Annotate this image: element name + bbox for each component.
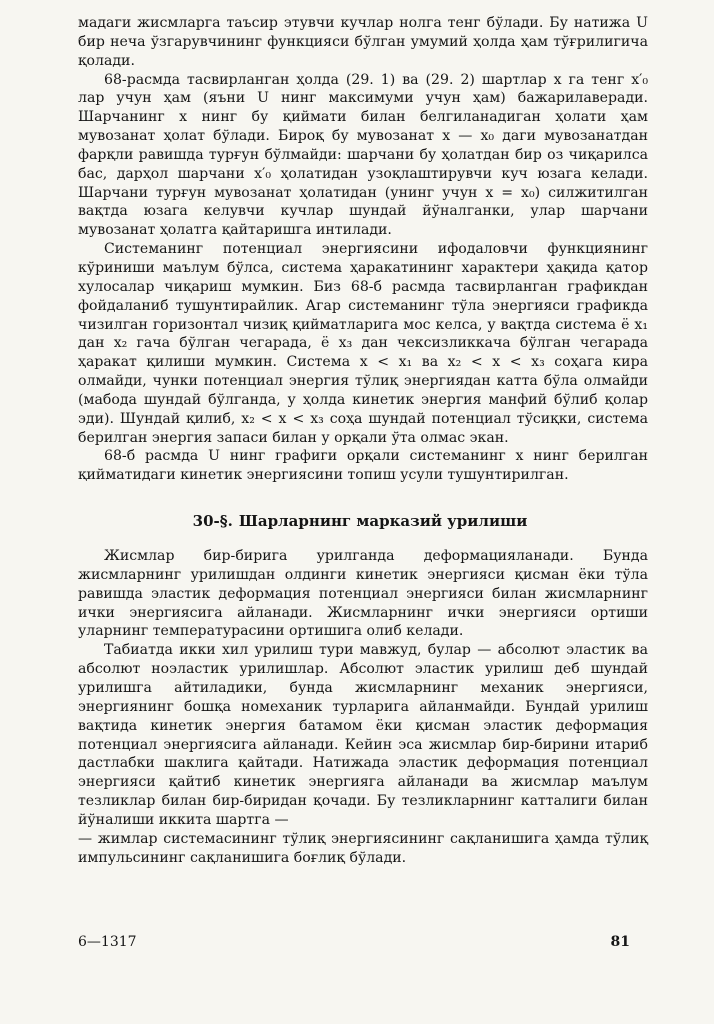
paragraph: Системанинг потенциал энергиясини ифодаловчи функциянинг кўриниши маълум бўлса, система ҳаракатининг характери ҳақида қатор хулосалар чиқариш мумкин. Биз 68-б расмда тасвирланган графикдан фойдаланиб тушунтирайлик. Агар системанинг тўла энергияси графикда чизилган горизонтал чизиқ қийматларига мос келса, у вақтда система ё x₁ дан x₂ гача бўлган чегарада, ё x₃ дан чексизликкача бўлган чегарада ҳаракат қилиши мумкин. Система x < x₁ ва x₂ < x < x₃ соҳага кира олмайди, чунки потенциал энергия тўлиқ энергиядан катта бўла олмайди (мабода шундай бўлганда, у ҳолда кинетик энергия манфий бўлиб қолар эди). Шундай қилиб, x₂ < x < x₃ соҳа шундай потенциал тўсиқки, система берилган энергия запаси билан у орқали ўта олмас экан.: [78, 241, 648, 446]
printer-signature: 6—1317: [78, 934, 137, 950]
page-footer: [78, 934, 630, 950]
paragraph: Табиатда икки хил урилиш тури мавжуд, булар — абсолют эластик ва абсолют ноэластик урилишлар. Абсолют эластик урилиш деб шундай урилишга айтиладики, бунда жисмларнинг механик энергияси, энергиянинг бошқа номеханик турларига айланмайди. Бундай урилиш вақтида кинетик энергия батамом ёки қисман эластик деформация потенциал энергиясига айланади. Кейин эса жисмлар бир-бирини итариб дастлабки шаклига қайтади. Натижада эластик деформация потенциал энергияси қайтиб кинетик энергияга айланади ва жисмлар маълум тезликлар билан бир-биридан қочади. Бу тезликларнинг катталиги билан йўналиши иккита шартга —: [78, 642, 648, 828]
paragraph: 68-б расмда U нинг графиги орқали системанинг x нинг берилган қийматидаги кинетик энергиясини топиш усули тушунтирилган.: [78, 448, 648, 484]
text-block-top: [78, 14, 648, 485]
page-number: 81: [610, 934, 630, 950]
paragraph: — жимлар системасининг тўлиқ энергиясининг сақланишига ҳамда тўлиқ импульсининг сақланишига боғлиқ бўлади.: [78, 830, 648, 866]
paragraph: 68-расмда тасвирланган ҳолда (29. 1) ва (29. 2) шартлар x га тенг x′₀ лар учун ҳам (яъни U нинг максимуми учун ҳам) бажарилаверади. Шарчанинг x нинг бу қиймати билан белгиланадиган ҳолати ҳам мувозанат ҳолат бўлади. Бироқ бу мувозанат x — x₀ даги мувозанатдан фарқли равишда турғун бўлмайди: шарчани бу ҳолатдан бир оз чиқарилса бас, дарҳол шарчани x′₀ ҳолатидан узоқлаштирувчи куч юзага келади. Шарчани турғун мувозанат ҳолатидан (унинг учун x = x₀) силжитилган вақтда юзага келувчи кучлар шундай йўналганки, улар шарчани мувозанат ҳолатга қайтаришга интилади.: [78, 71, 648, 239]
section-number: 30-§.: [192, 512, 233, 531]
paragraph: Жисмлар бир-бирига урилганда деформацияланади. Бунда жисмларнинг урилишдан олдинги кинетик энергияси қисман ёки тўла равишда эластик деформация потенциал энергияси билан жисмларнинг ички энергиясига айланади. Жисмларнинг ички энергияси ортиши уларнинг температурасини ортишига олиб келади.: [78, 548, 648, 640]
section-title: Шарларнинг марказий урилиши: [238, 512, 528, 531]
paragraph: мадаги жисмларга таъсир этувчи кучлар нолга тенг бўлади. Бу натижа U бир неча ўзгарувчининг функцияси бўлган умумий ҳолда ҳам тўғрилигича қолади.: [78, 15, 648, 69]
text-block-bottom: [78, 547, 648, 867]
section-heading: [78, 511, 648, 531]
